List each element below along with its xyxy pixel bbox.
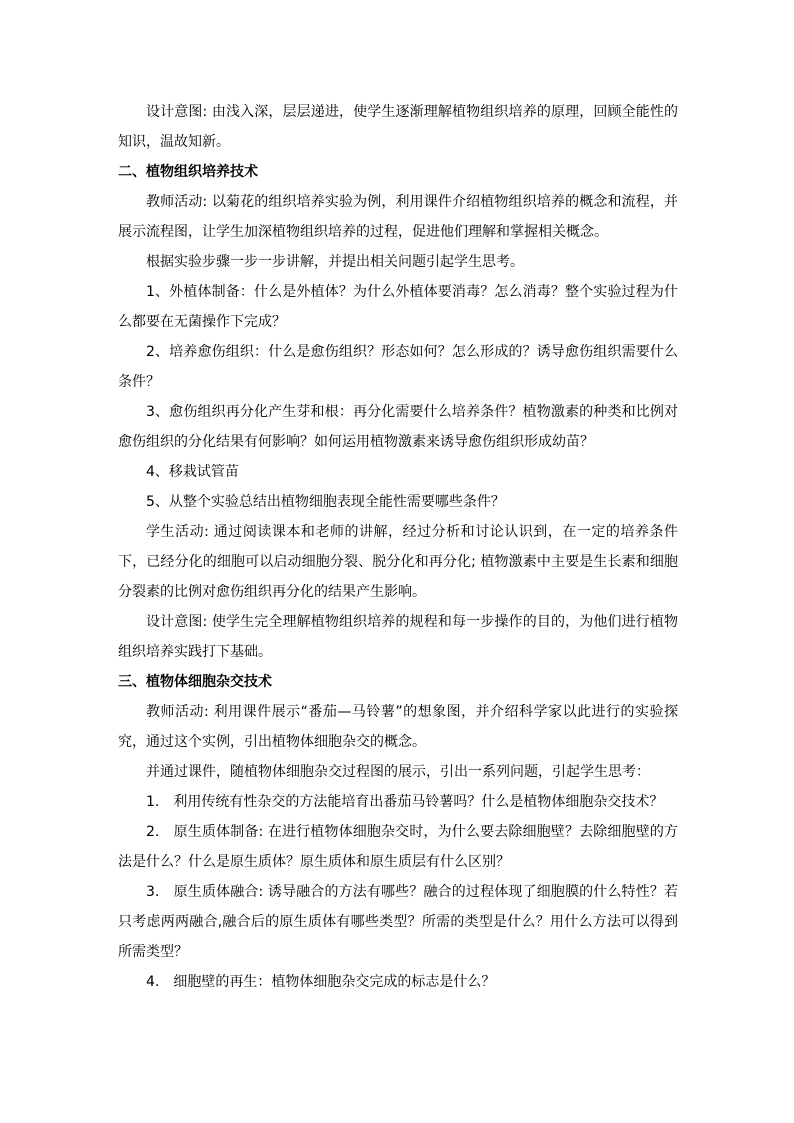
design-intent-paragraph-2: 设计意图: 使学生完全理解植物组织培养的规程和每一步操作的目的，为他们进行植物组织培养实践打下基础。: [118, 614, 678, 660]
student-activity-paragraph: 学生活动: 通过阅读课本和老师的讲解，经过分析和讨论认识到，在一定的培养条件下，已经分化的细胞可以启动细胞分裂、脱分化和再分化; 植物激素中主要是生长素和细胞分裂素的比例对愈伤组织再分化的结果产生影响。: [118, 524, 678, 600]
document-page: [118, 97, 678, 997]
section-heading-plant-tissue-culture: 二、植物组织培养技术: [118, 164, 258, 180]
step-5-paragraph: 5、从整个实验总结出植物细胞表现全能性需要哪些条件？: [146, 494, 505, 510]
teacher-activity-paragraph: 教师活动: 以菊花的组织培养实验为例，利用课件介绍植物组织培养的概念和流程，并展示流程图，让学生加深植物组织培养的过程，促进他们理解和掌握相关概念。: [118, 194, 678, 240]
step-2-paragraph: 2、培养愈伤组织：什么是愈伤组织？形态如何？怎么形成的？诱导愈伤组织需要什么条件？: [118, 344, 678, 390]
explanation-paragraph: 根据实验步骤一步一步讲解，并提出相关问题引起学生思考。: [146, 254, 524, 270]
courseware-paragraph: 并通过课件，随植物体细胞杂交过程图的展示，引出一系列问题，引起学生思考：: [146, 764, 650, 780]
teacher-activity-paragraph-2: 教师活动: 利用课件展示“番茄—马铃薯”的想象图，并介绍科学家以此进行的实验探究，通过这个实例，引出植物体细胞杂交的概念。: [118, 704, 678, 750]
step-1-paragraph: 1、外植体制备：什么是外植体？为什么外植体要消毒？怎么消毒？整个实验过程为什么都要在无菌操作下完成？: [118, 284, 678, 330]
question-4-paragraph: 4. 细胞壁的再生：植物体细胞杂交完成的标志是什么？: [146, 974, 496, 990]
section-heading-somatic-hybridization: 三、植物体细胞杂交技术: [118, 674, 272, 690]
step-4-paragraph: 4、移栽试管苗: [146, 464, 239, 480]
question-1-paragraph: 1. 利用传统有性杂交的方法能培育出番茄马铃薯吗？什么是植物体细胞杂交技术？: [146, 794, 664, 810]
question-2-paragraph: 2. 原生质体制备: 在进行植物体细胞杂交时，为什么要去除细胞壁？去除细胞壁的方法是什么？什么是原生质体？原生质体和原生质层有什么区别？: [118, 824, 678, 870]
question-3-paragraph: 3. 原生质体融合: 诱导融合的方法有哪些？融合的过程体现了细胞膜的什么特性？若只考虑两两融合,融合后的原生质体有哪些类型？所需的类型是什么？用什么方法可以得到所需类型？: [118, 884, 678, 960]
design-intent-paragraph: 设计意图: 由浅入深，层层递进，使学生逐渐理解植物组织培养的原理，回顾全能性的知识，温故知新。: [118, 104, 678, 150]
step-3-paragraph: 3、愈伤组织再分化产生芽和根：再分化需要什么培养条件？植物激素的种类和比例对愈伤组织的分化结果有何影响？如何运用植物激素来诱导愈伤组织形成幼苗？: [118, 404, 678, 450]
